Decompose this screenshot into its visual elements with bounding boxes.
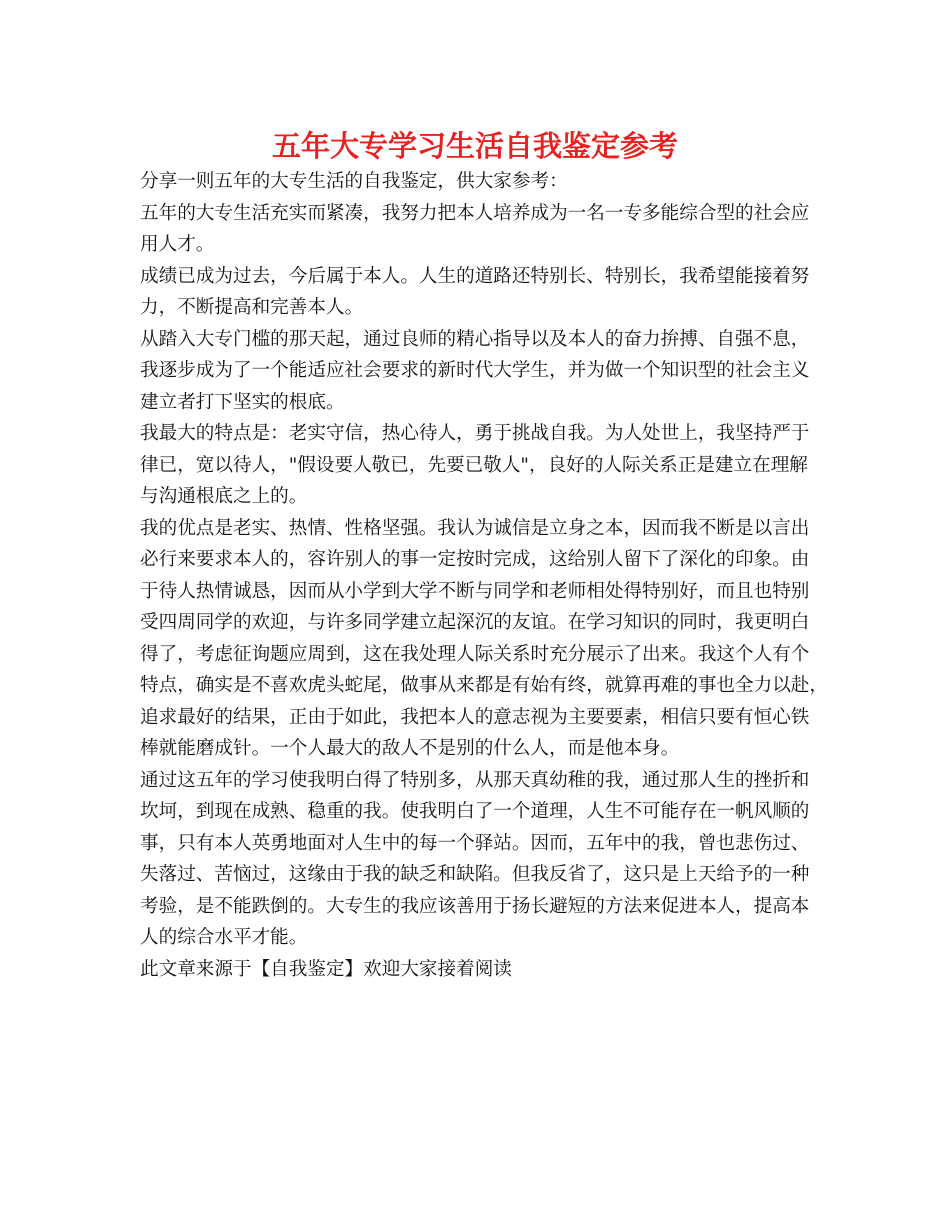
body-line: 分享一则五年的大专生活的自我鉴定，供大家参考： [140,171,568,192]
body-line: 追求最好的结果，正由于如此，我把本人的意志视为主要要素，相信只要有恒心铁 [140,706,810,728]
body-line: 五年的大专生活充实而紧凑，我努力把本人培养成为一名一专多能综合型的社会应 [140,202,810,224]
body-line: 考验，是不能跌倒的。大专生的我应该善用于扬长避短的方法来促进本人，提高本 [140,895,810,917]
body-line: 建立者打下坚实的根底。 [140,391,345,413]
body-line: 于待人热情诚恳，因而从小学到大学不断与同学和老师相处得特别好，而且也特别 [140,580,810,602]
body-line: 力，不断提高和完善本人。 [140,297,364,318]
document-title: 五年大专学习生活自我鉴定参考 [271,129,678,163]
body-line: 事，只有本人英勇地面对人生中的每一个驿站。因而，五年中的我，曾也悲伤过、 [140,832,810,854]
body-line: 从踏入大专门槛的那天起，通过良师的精心指导以及本人的奋力拚搏、自强不息， [140,328,810,350]
body-line: 用人才。 [140,234,215,255]
body-line: 我的优点是老实、热情、性格坚强。我认为诚信是立身之本，因而我不断是以言出 [140,517,810,539]
body-line: 通过这五年的学习使我明白得了特别多，从那天真幼稚的我，通过那人生的挫折和 [140,769,810,791]
source-note: 此文章来源于【自我鉴定】欢迎大家接着阅读 [140,958,512,980]
body-line: 成绩已成为过去，今后属于本人。人生的道路还特别长、特别长，我希望能接着努 [140,265,810,287]
document-body [140,166,840,985]
body-line: 受四周同学的欢迎，与许多同学建立起深沉的友谊。在学习知识的同时，我更明白 [140,612,810,633]
body-line: 人的综合水平才能。 [140,927,308,948]
body-line: 我最大的特点是：老实守信，热心待人，勇于挑战自我。为人处世上，我坚持严于 [140,423,810,444]
body-line: 必行来要求本人的，容许别人的事一定按时完成，这给别人留下了深化的印象。由 [140,549,810,570]
body-line: 律已，宽以待人，"假设要人敬已，先要已敬人"，良好的人际关系正是建立在理解 [140,454,808,476]
body-line: 与沟通根底之上的。 [140,486,308,507]
body-line: 我逐步成为了一个能适应社会要求的新时代大学生，并为做一个知识型的社会主义 [140,360,810,381]
body-line: 得了，考虑征询题应周到，这在我处理人际关系时充分展示了出来。我这个人有个 [140,643,810,665]
body-line: 特点，确实是不喜欢虎头蛇尾，做事从来都是有始有终，就算再难的事也全力以赴， [140,675,828,696]
body-line: 坎坷，到现在成熟、稳重的我。使我明白了一个道理，人生不可能存在一帆风顺的 [140,801,810,822]
body-line: 失落过、苦恼过，这缘由于我的缺乏和缺陷。但我反省了，这只是上天给予的一种 [140,864,810,885]
body-line: 棒就能磨成针。一个人最大的敌人不是别的什么人，而是他本身。 [140,738,680,759]
